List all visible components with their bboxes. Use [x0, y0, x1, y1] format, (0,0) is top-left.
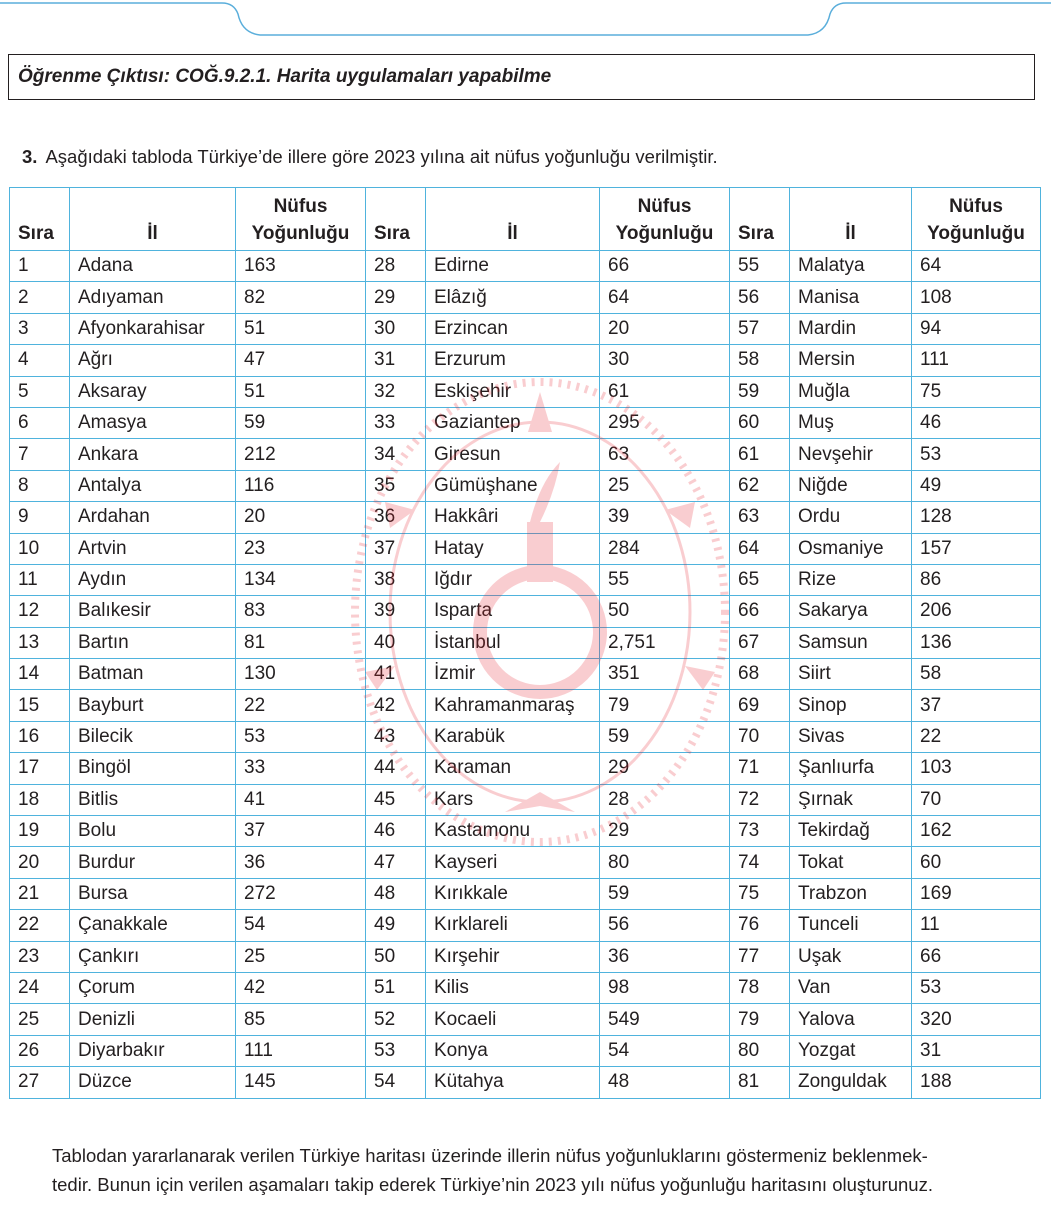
rank-cell: 19 — [10, 816, 70, 847]
rank-cell: 78 — [730, 972, 790, 1003]
rank-cell: 59 — [730, 376, 790, 407]
header-province: İl — [426, 188, 600, 251]
learning-objective-text: Öğrenme Çıktısı: COĞ.9.2.1. Harita uygulamaları yapabilme — [18, 66, 552, 87]
rank-cell: 60 — [730, 407, 790, 438]
density-cell: 22 — [912, 721, 1041, 752]
province-cell: Antalya — [70, 470, 236, 501]
province-cell: Siirt — [790, 659, 912, 690]
province-cell: Kayseri — [426, 847, 600, 878]
table-row — [10, 251, 1041, 282]
rank-cell: 14 — [10, 659, 70, 690]
rank-cell: 9 — [10, 502, 70, 533]
table-row — [10, 816, 1041, 847]
instruction-paragraph — [52, 1141, 1042, 1199]
density-cell: 157 — [912, 533, 1041, 564]
header-density — [600, 188, 730, 251]
province-cell: Konya — [426, 1035, 600, 1066]
rank-cell: 27 — [10, 1067, 70, 1098]
header-rank: Sıra — [366, 188, 426, 251]
rank-cell: 34 — [366, 439, 426, 470]
province-cell: İzmir — [426, 659, 600, 690]
rank-cell: 37 — [366, 533, 426, 564]
density-cell: 25 — [600, 470, 730, 501]
question-number: 3. — [22, 146, 38, 167]
density-cell: 70 — [912, 784, 1041, 815]
density-cell: 20 — [600, 313, 730, 344]
rank-cell: 38 — [366, 564, 426, 595]
density-cell: 46 — [912, 407, 1041, 438]
density-cell: 33 — [236, 753, 366, 784]
density-cell: 94 — [912, 313, 1041, 344]
province-cell: Tunceli — [790, 910, 912, 941]
rank-cell: 61 — [730, 439, 790, 470]
province-cell: Bilecik — [70, 721, 236, 752]
density-cell: 48 — [600, 1067, 730, 1098]
province-cell: Amasya — [70, 407, 236, 438]
density-cell: 36 — [236, 847, 366, 878]
rank-cell: 67 — [730, 627, 790, 658]
province-cell: Gaziantep — [426, 407, 600, 438]
province-cell: Çankırı — [70, 941, 236, 972]
province-cell: Balıkesir — [70, 596, 236, 627]
density-cell: 41 — [236, 784, 366, 815]
rank-cell: 30 — [366, 313, 426, 344]
density-cell: 162 — [912, 816, 1041, 847]
density-cell: 53 — [236, 721, 366, 752]
rank-cell: 71 — [730, 753, 790, 784]
density-cell: 39 — [600, 502, 730, 533]
table-body — [10, 251, 1041, 1099]
province-cell: Gümüşhane — [426, 470, 600, 501]
province-cell: Sinop — [790, 690, 912, 721]
density-cell: 36 — [600, 941, 730, 972]
rank-cell: 45 — [366, 784, 426, 815]
province-cell: Muğla — [790, 376, 912, 407]
province-cell: Sivas — [790, 721, 912, 752]
table-header-row — [10, 188, 1041, 251]
table-row — [10, 502, 1041, 533]
rank-cell: 13 — [10, 627, 70, 658]
province-cell: Elâzığ — [426, 282, 600, 313]
density-cell: 28 — [600, 784, 730, 815]
header-province: İl — [70, 188, 236, 251]
province-cell: Aydın — [70, 564, 236, 595]
rank-cell: 65 — [730, 564, 790, 595]
density-cell: 50 — [600, 596, 730, 627]
rank-cell: 73 — [730, 816, 790, 847]
province-cell: Şırnak — [790, 784, 912, 815]
table-row — [10, 972, 1041, 1003]
rank-cell: 52 — [366, 1004, 426, 1035]
rank-cell: 42 — [366, 690, 426, 721]
province-cell: Tokat — [790, 847, 912, 878]
density-cell: 134 — [236, 564, 366, 595]
province-cell: Hatay — [426, 533, 600, 564]
rank-cell: 39 — [366, 596, 426, 627]
province-cell: Karabük — [426, 721, 600, 752]
table-row — [10, 376, 1041, 407]
rank-cell: 36 — [366, 502, 426, 533]
density-cell: 272 — [236, 878, 366, 909]
province-cell: Nevşehir — [790, 439, 912, 470]
province-cell: Ordu — [790, 502, 912, 533]
rank-cell: 18 — [10, 784, 70, 815]
density-cell: 37 — [236, 816, 366, 847]
rank-cell: 33 — [366, 407, 426, 438]
density-cell: 61 — [600, 376, 730, 407]
table-row — [10, 878, 1041, 909]
table-row — [10, 564, 1041, 595]
table-row — [10, 690, 1041, 721]
density-cell: 29 — [600, 816, 730, 847]
density-cell: 20 — [236, 502, 366, 533]
density-cell: 58 — [912, 659, 1041, 690]
question-prompt — [22, 146, 718, 168]
rank-cell: 15 — [10, 690, 70, 721]
density-cell: 59 — [236, 407, 366, 438]
province-cell: Şanlıurfa — [790, 753, 912, 784]
header-rank: Sıra — [730, 188, 790, 251]
province-cell: Sakarya — [790, 596, 912, 627]
table-row — [10, 596, 1041, 627]
density-cell: 351 — [600, 659, 730, 690]
province-cell: Artvin — [70, 533, 236, 564]
density-cell: 51 — [236, 376, 366, 407]
rank-cell: 11 — [10, 564, 70, 595]
density-cell: 11 — [912, 910, 1041, 941]
density-cell: 295 — [600, 407, 730, 438]
province-cell: Muş — [790, 407, 912, 438]
province-cell: Karaman — [426, 753, 600, 784]
table-row — [10, 941, 1041, 972]
density-cell: 549 — [600, 1004, 730, 1035]
province-cell: Kocaeli — [426, 1004, 600, 1035]
density-cell: 284 — [600, 533, 730, 564]
density-cell: 49 — [912, 470, 1041, 501]
rank-cell: 69 — [730, 690, 790, 721]
rank-cell: 72 — [730, 784, 790, 815]
table-row — [10, 282, 1041, 313]
density-cell: 31 — [912, 1035, 1041, 1066]
density-cell: 81 — [236, 627, 366, 658]
province-cell: Osmaniye — [790, 533, 912, 564]
rank-cell: 16 — [10, 721, 70, 752]
rank-cell: 23 — [10, 941, 70, 972]
rank-cell: 80 — [730, 1035, 790, 1066]
rank-cell: 35 — [366, 470, 426, 501]
rank-cell: 1 — [10, 251, 70, 282]
table-row — [10, 1035, 1041, 1066]
rank-cell: 5 — [10, 376, 70, 407]
province-cell: Malatya — [790, 251, 912, 282]
header-rank: Sıra — [10, 188, 70, 251]
rank-cell: 58 — [730, 345, 790, 376]
population-density-table — [9, 187, 1041, 1099]
density-cell: 80 — [600, 847, 730, 878]
density-cell: 30 — [600, 345, 730, 376]
rank-cell: 66 — [730, 596, 790, 627]
province-cell: Erzincan — [426, 313, 600, 344]
header-density-line-1: Nüfus — [637, 196, 692, 217]
density-cell: 128 — [912, 502, 1041, 533]
rank-cell: 54 — [366, 1067, 426, 1098]
table-row — [10, 313, 1041, 344]
table-row — [10, 784, 1041, 815]
density-cell: 145 — [236, 1067, 366, 1098]
rank-cell: 50 — [366, 941, 426, 972]
density-cell: 29 — [600, 753, 730, 784]
density-cell: 111 — [236, 1035, 366, 1066]
province-cell: İstanbul — [426, 627, 600, 658]
province-cell: Yozgat — [790, 1035, 912, 1066]
province-cell: Hakkâri — [426, 502, 600, 533]
rank-cell: 51 — [366, 972, 426, 1003]
density-cell: 66 — [600, 251, 730, 282]
province-cell: Bingöl — [70, 753, 236, 784]
province-cell: Bursa — [70, 878, 236, 909]
rank-cell: 75 — [730, 878, 790, 909]
density-cell: 22 — [236, 690, 366, 721]
density-cell: 86 — [912, 564, 1041, 595]
province-cell: Mardin — [790, 313, 912, 344]
density-cell: 82 — [236, 282, 366, 313]
province-cell: Zonguldak — [790, 1067, 912, 1098]
density-cell: 130 — [236, 659, 366, 690]
rank-cell: 62 — [730, 470, 790, 501]
province-cell: Düzce — [70, 1067, 236, 1098]
rank-cell: 26 — [10, 1035, 70, 1066]
density-cell: 23 — [236, 533, 366, 564]
province-cell: Kahramanmaraş — [426, 690, 600, 721]
table-row — [10, 439, 1041, 470]
density-cell: 64 — [600, 282, 730, 313]
page-top-tab — [0, 0, 1051, 44]
table-row — [10, 721, 1041, 752]
rank-cell: 6 — [10, 407, 70, 438]
density-cell: 320 — [912, 1004, 1041, 1035]
table-row — [10, 753, 1041, 784]
density-cell: 188 — [912, 1067, 1041, 1098]
density-cell: 51 — [236, 313, 366, 344]
density-cell: 111 — [912, 345, 1041, 376]
density-cell: 59 — [600, 721, 730, 752]
instruction-line-2: tedir. Bunun için verilen aşamaları takip ederek Türkiye’nin 2023 yılı nüfus yoğunluğu haritasını oluşturunuz. — [52, 1174, 933, 1195]
density-cell: 75 — [912, 376, 1041, 407]
province-cell: Kars — [426, 784, 600, 815]
rank-cell: 31 — [366, 345, 426, 376]
province-cell: Diyarbakır — [70, 1035, 236, 1066]
density-cell: 25 — [236, 941, 366, 972]
density-cell: 60 — [912, 847, 1041, 878]
density-cell: 56 — [600, 910, 730, 941]
rank-cell: 44 — [366, 753, 426, 784]
province-cell: Edirne — [426, 251, 600, 282]
table-row — [10, 533, 1041, 564]
density-cell: 37 — [912, 690, 1041, 721]
density-cell: 116 — [236, 470, 366, 501]
province-cell: Afyonkarahisar — [70, 313, 236, 344]
table-row — [10, 470, 1041, 501]
density-cell: 54 — [600, 1035, 730, 1066]
province-cell: Çorum — [70, 972, 236, 1003]
learning-objective-box — [8, 54, 1035, 100]
rank-cell: 40 — [366, 627, 426, 658]
rank-cell: 28 — [366, 251, 426, 282]
header-province: İl — [790, 188, 912, 251]
density-cell: 54 — [236, 910, 366, 941]
province-cell: Ankara — [70, 439, 236, 470]
rank-cell: 76 — [730, 910, 790, 941]
table-row — [10, 407, 1041, 438]
density-cell: 136 — [912, 627, 1041, 658]
density-cell: 63 — [600, 439, 730, 470]
rank-cell: 74 — [730, 847, 790, 878]
province-cell: Kırklareli — [426, 910, 600, 941]
header-density-line-2: Yoğunluğu — [927, 223, 1025, 244]
province-cell: Erzurum — [426, 345, 600, 376]
province-cell: Bitlis — [70, 784, 236, 815]
province-cell: Giresun — [426, 439, 600, 470]
province-cell: Niğde — [790, 470, 912, 501]
density-cell: 59 — [600, 878, 730, 909]
rank-cell: 25 — [10, 1004, 70, 1035]
province-cell: Manisa — [790, 282, 912, 313]
province-cell: Kastamonu — [426, 816, 600, 847]
province-cell: Aksaray — [70, 376, 236, 407]
table-row — [10, 1067, 1041, 1098]
density-cell: 108 — [912, 282, 1041, 313]
rank-cell: 4 — [10, 345, 70, 376]
header-density-line-2: Yoğunluğu — [251, 223, 350, 244]
density-cell: 169 — [912, 878, 1041, 909]
table-row — [10, 847, 1041, 878]
rank-cell: 32 — [366, 376, 426, 407]
rank-cell: 24 — [10, 972, 70, 1003]
table-row — [10, 1004, 1041, 1035]
header-density-line-1: Nüfus — [273, 196, 328, 217]
rank-cell: 47 — [366, 847, 426, 878]
rank-cell: 3 — [10, 313, 70, 344]
table-row — [10, 659, 1041, 690]
question-text: Aşağıdaki tabloda Türkiye’de illere göre 2023 yılına ait nüfus yoğunluğu verilmiştir. — [45, 146, 718, 167]
instruction-line-1: Tablodan yararlanarak verilen Türkiye haritası üzerinde illerin nüfus yoğunluklarını göstermeniz beklenmek- — [52, 1145, 928, 1166]
density-cell: 47 — [236, 345, 366, 376]
rank-cell: 48 — [366, 878, 426, 909]
header-density — [912, 188, 1041, 251]
province-cell: Ardahan — [70, 502, 236, 533]
rank-cell: 55 — [730, 251, 790, 282]
density-cell: 53 — [912, 972, 1041, 1003]
rank-cell: 10 — [10, 533, 70, 564]
rank-cell: 7 — [10, 439, 70, 470]
density-cell: 55 — [600, 564, 730, 595]
province-cell: Denizli — [70, 1004, 236, 1035]
rank-cell: 64 — [730, 533, 790, 564]
density-cell: 2,751 — [600, 627, 730, 658]
province-cell: Trabzon — [790, 878, 912, 909]
province-cell: Isparta — [426, 596, 600, 627]
rank-cell: 8 — [10, 470, 70, 501]
rank-cell: 46 — [366, 816, 426, 847]
rank-cell: 79 — [730, 1004, 790, 1035]
province-cell: Bartın — [70, 627, 236, 658]
province-cell: Burdur — [70, 847, 236, 878]
province-cell: Samsun — [790, 627, 912, 658]
rank-cell: 57 — [730, 313, 790, 344]
province-cell: Kırşehir — [426, 941, 600, 972]
province-cell: Yalova — [790, 1004, 912, 1035]
rank-cell: 77 — [730, 941, 790, 972]
density-cell: 85 — [236, 1004, 366, 1035]
table-row — [10, 627, 1041, 658]
header-density-line-1: Nüfus — [949, 196, 1003, 217]
province-cell: Batman — [70, 659, 236, 690]
rank-cell: 68 — [730, 659, 790, 690]
province-cell: Çanakkale — [70, 910, 236, 941]
rank-cell: 41 — [366, 659, 426, 690]
province-cell: Kütahya — [426, 1067, 600, 1098]
density-cell: 66 — [912, 941, 1041, 972]
density-cell: 64 — [912, 251, 1041, 282]
density-cell: 206 — [912, 596, 1041, 627]
density-cell: 103 — [912, 753, 1041, 784]
province-cell: Bayburt — [70, 690, 236, 721]
density-cell: 98 — [600, 972, 730, 1003]
density-cell: 53 — [912, 439, 1041, 470]
province-cell: Iğdır — [426, 564, 600, 595]
province-cell: Tekirdağ — [790, 816, 912, 847]
rank-cell: 17 — [10, 753, 70, 784]
province-cell: Uşak — [790, 941, 912, 972]
header-density — [236, 188, 366, 251]
rank-cell: 21 — [10, 878, 70, 909]
rank-cell: 49 — [366, 910, 426, 941]
rank-cell: 56 — [730, 282, 790, 313]
table-row — [10, 345, 1041, 376]
rank-cell: 53 — [366, 1035, 426, 1066]
province-cell: Adana — [70, 251, 236, 282]
density-cell: 83 — [236, 596, 366, 627]
province-cell: Bolu — [70, 816, 236, 847]
rank-cell: 29 — [366, 282, 426, 313]
rank-cell: 22 — [10, 910, 70, 941]
province-cell: Mersin — [790, 345, 912, 376]
rank-cell: 63 — [730, 502, 790, 533]
rank-cell: 12 — [10, 596, 70, 627]
rank-cell: 2 — [10, 282, 70, 313]
density-cell: 163 — [236, 251, 366, 282]
rank-cell: 43 — [366, 721, 426, 752]
province-cell: Eskişehir — [426, 376, 600, 407]
province-cell: Adıyaman — [70, 282, 236, 313]
province-cell: Rize — [790, 564, 912, 595]
density-cell: 42 — [236, 972, 366, 1003]
density-cell: 79 — [600, 690, 730, 721]
density-cell: 212 — [236, 439, 366, 470]
province-cell: Kırıkkale — [426, 878, 600, 909]
table-row — [10, 910, 1041, 941]
province-cell: Ağrı — [70, 345, 236, 376]
rank-cell: 70 — [730, 721, 790, 752]
province-cell: Kilis — [426, 972, 600, 1003]
rank-cell: 20 — [10, 847, 70, 878]
rank-cell: 81 — [730, 1067, 790, 1098]
province-cell: Van — [790, 972, 912, 1003]
header-density-line-2: Yoğunluğu — [615, 223, 714, 244]
